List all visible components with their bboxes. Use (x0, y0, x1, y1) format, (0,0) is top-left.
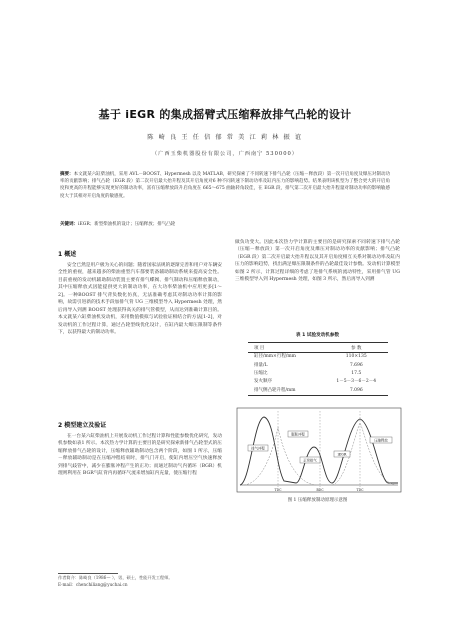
table-cell: 7.096 (325, 387, 388, 396)
figure-label-c: 正常排气 (303, 458, 317, 463)
footnote-email: E-mail：chenchiliang@yuchai.cn (58, 581, 128, 587)
table-cell: 1－5－3－6－2－4 (336, 379, 377, 385)
table-row (248, 370, 388, 378)
table-row (248, 353, 388, 362)
authors-line: 陈 崎 良 王 任 信 郁 常 美 江 莉 林 振 谊 (147, 134, 303, 141)
abstract-text: 本文就某六缸柴油机，采用 AVL－BOOST、Hypermesh 以及 MATLAB，研究探索了不同转速下排气凸轮（压缩－释放段）第一次开启角度及爆压对制动功率的贡献影响；排气凸轮（EGR 段）第二次开启最大抬升程及其开启角度对6 种不同转速下制动功率及缸内压力的影响趋势。结果表明该机型为了整合更大的开启角度和更高的升程能够实现更好的制动功率，富有压缩释放段升启角度在 665～675 曲轴转角较佳，在 EGR 段，排气第二次开启最大抬升程量对制动功率的影响敏感度大于其相对开启角度的敏感度。 (60, 172, 390, 199)
table-row (248, 378, 388, 386)
section-1-heading: 1 概述 (58, 251, 77, 258)
footnote-divider (58, 573, 118, 574)
figure-label-b: 膨胀冲程 (291, 432, 305, 437)
table-row (248, 387, 388, 396)
affiliation-line: （广西玉柴机器股份有限公司，广西南宁 530000） (151, 151, 298, 157)
footnote-author-bio: 作者简介：陈崎良（1986— ），男，硕士，性能开发工程师。 (58, 575, 173, 580)
abstract-label: 摘要： (60, 172, 74, 177)
paper-title: 基于 iEGR 的集成摇臂式压缩释放排气凸轮的设计 (98, 108, 352, 121)
footnote-block (58, 575, 228, 588)
table-cell: 7.696 (349, 362, 363, 368)
tdc-label: TDC (356, 488, 364, 492)
figure-label-d: iEGR (337, 452, 347, 457)
table-header-item: 项 目 (248, 343, 325, 353)
bdc-label: BDC (316, 488, 324, 492)
table-cell: 110×135 (345, 354, 367, 360)
table-1 (248, 342, 388, 396)
abstract-block (60, 171, 390, 200)
tdc-label: TDC (274, 488, 282, 492)
table-row (248, 361, 388, 369)
table-cell: 17.5 (351, 370, 362, 376)
table-cell: 发火顺序 (254, 379, 272, 385)
right-column-text: 做负功变大。因此本次热力学计算的主要目的是研究探索不同转速下排气凸轮（压缩－释放段）第一次开启角度及爆压对制动功率的贡献影响；排气凸轮（EGR 段）第二次开启最大抬升程以及其开启角度相互关系对制动功率及缸内压力的影响趋势，找出满足爆压限制条件的凸轮最佳设计参数。发动机计算模型如图 2 所示，计算过程详细的考虑了进排气系统的流动特性，采用排气管 UG 三维模型导入到 Hypermesh 处理，如图 3 所示，然后再导入到测 (235, 240, 400, 283)
keywords-label: 关键词： (60, 222, 78, 227)
section-1-body: 安全已然是用户极为关心的问题；随着国家法规的逐渐完善和用户对车辆安全性的重视，越来越多的柴油重型汽车都要装备辅助制动系统来提高安全性。目前重视的发动机辅助制动装置主要有排气蝶阀、排气制动和压缩释放制动，其中压缩释放式因能提供更大的制动功率，在大功率柴油机中应用更多[1～2]。一种BOOST 排气背负数化仿真，无法准确考虑其对制动功率计算的影响，故需引进新的技术手段加排气背 UG 三维模型导入 Hypermesh 处理，然后再导入到测 BOOST 处理获得高关的排气管模型，从而达到准确计算目的。本文就某六缸柴油机发动机，采用数值模拟与试验验证相结合的方法[1-2]，对发动机的工作过程计算，通过凸轮型线优化设计，在缸内最大爆压限制等条件下，以获得最大的制动功率。 (58, 263, 222, 336)
section-2-body: 在一台某六缸柴油机上开展发动机工作过程计算和性能参数优化研究，发动机参数如表1 所示。本次热力学计算的主要目的是研究探索新排气凸轮型式的压缩释放排气凸轮的设计，压缩释放辅助制动包含两个阶段，如图 1 所示，压缩－释放辅助制动是在压缩冲程结束时，排气门开启，使缸内增压空气快速释放到排气歧管中，减少在膨胀冲程产生的正功；而通过制动气内循环（BGR）机理则利用在 BGR气缸背内再循环气流来增加缸内充量，使压缩行程 (58, 434, 222, 477)
table-1-caption: 表 1 试验发动机参数 (295, 333, 340, 338)
keywords-text: iEGR；新型柴油机的设计；压缩释放；排气凸轮 (78, 222, 176, 227)
figure-label-a: 排气冲程 (251, 446, 265, 451)
figure-1-diagram (236, 407, 402, 493)
keywords-block (60, 221, 390, 228)
table-cell: 排气侧凸轮升程/mm (248, 387, 325, 396)
table-header-value: 参 数 (325, 343, 388, 353)
table-header-row (248, 343, 388, 353)
table-cell: 缸径/mm×行程/mm (254, 354, 296, 360)
table-cell: 排量/L (254, 362, 268, 368)
figure-1-caption: 图 1 压缩释放制动原理示意图 (287, 498, 348, 503)
table-cell: 压缩比 (254, 370, 268, 376)
figure-label-e: 压缩释放 (374, 438, 388, 443)
section-2-heading: 2 模型建立及验证 (58, 422, 107, 429)
